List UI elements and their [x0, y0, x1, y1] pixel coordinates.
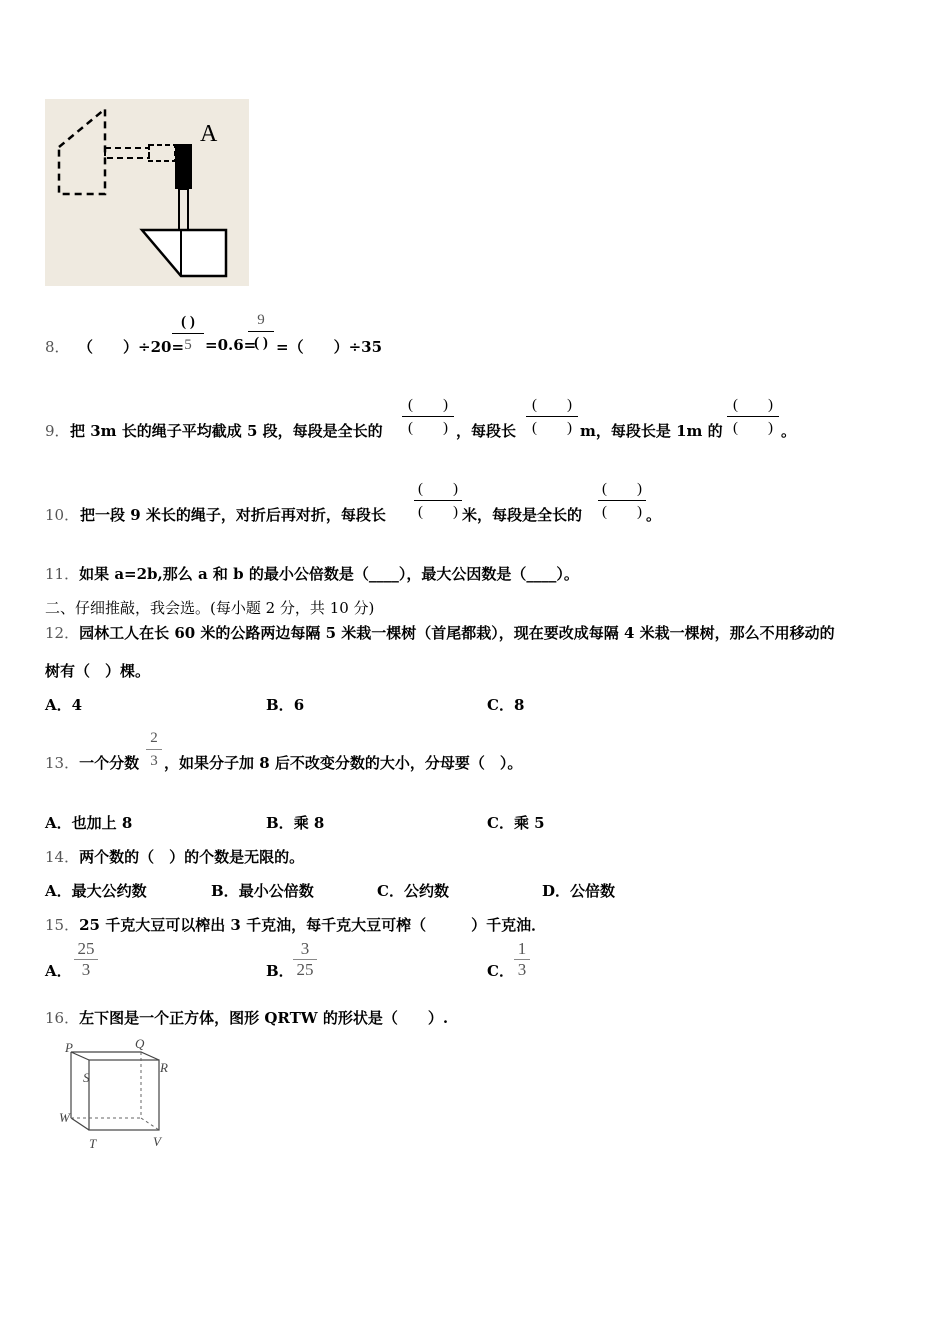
q13-fraction	[146, 728, 162, 771]
option-key: A．	[45, 814, 72, 832]
question-14-number: 14．	[45, 848, 80, 866]
question-14-text: 两个数的（ ）的个数是无限的。	[79, 848, 305, 866]
blank-numerator: ( )	[602, 481, 642, 497]
q8-fraction-2	[248, 310, 274, 353]
option-value: 乘 8	[293, 814, 325, 832]
cube-figure-svg	[55, 1036, 185, 1154]
question-11-text: 如果 a=2b,那么 a 和 b 的最小公倍数是（____），最大公因数是（____）。	[79, 565, 579, 583]
option-key: C．	[377, 882, 404, 900]
q13-option-b[interactable]	[266, 812, 324, 833]
pole-shaft	[179, 189, 188, 231]
option-value: 8	[513, 696, 525, 714]
question-15	[45, 914, 546, 935]
q9-part2: ，每段长	[456, 422, 517, 440]
q14-option-d[interactable]	[542, 880, 615, 901]
q13-fraction-denominator: 3	[150, 753, 158, 769]
cube-top-edges	[71, 1052, 159, 1060]
q9-part4: 。	[781, 422, 797, 440]
cube-front-face	[89, 1060, 159, 1130]
option-key: B．	[266, 962, 294, 980]
q13-option-c[interactable]	[487, 812, 545, 833]
q13-option-a[interactable]	[45, 812, 132, 833]
fraction-bar	[172, 333, 204, 334]
q8-fraction-1-denominator: 5	[184, 337, 192, 353]
fraction-denominator: 25	[296, 960, 314, 979]
q10-part3: 。	[646, 506, 662, 524]
blank-numerator: ( )	[733, 397, 773, 413]
question-15-number: 15．	[45, 916, 80, 934]
q15-option-c-fraction	[514, 940, 530, 979]
cube-label-r: R	[160, 1060, 168, 1075]
blank-denominator: ( )	[418, 504, 458, 520]
option-value: 公倍数	[570, 882, 616, 900]
cube-figure	[55, 1036, 185, 1154]
question-13-number: 13．	[45, 754, 80, 772]
fraction-bar	[598, 500, 646, 501]
option-value: 乘 5	[513, 814, 545, 832]
option-key: C．	[487, 814, 514, 832]
option-value: 公约数	[403, 882, 449, 900]
option-key: B．	[266, 814, 294, 832]
q9-blank-fraction-3	[727, 395, 779, 438]
question-10-number: 10．	[45, 506, 80, 524]
question-16-text: 左下图是一个正方体，图形 QRTW 的形状是（ ）.	[79, 1009, 449, 1027]
q9-part1: 把 3m 长的绳子平均截成 5 段，每段是全长的	[70, 422, 383, 440]
option-key: A．	[45, 882, 72, 900]
fraction-denominator: 3	[517, 960, 527, 979]
fraction-bar	[727, 416, 779, 417]
fraction-numerator: 3	[300, 939, 310, 958]
q15-option-b[interactable]	[266, 960, 294, 981]
blank-denominator: ( )	[733, 420, 773, 436]
q15-option-a-fraction	[74, 940, 98, 979]
cube-label-v: V	[153, 1134, 161, 1149]
q13-part1: 一个分数	[79, 754, 140, 772]
blank-numerator: ( )	[532, 397, 572, 413]
question-16-number: 16．	[45, 1009, 80, 1027]
fraction-bar	[146, 749, 162, 750]
fraction-numerator: 25	[77, 939, 95, 958]
section-2-title: 二、仔细推敲，我会选。(每小题 2 分，共 10 分)	[45, 599, 375, 617]
q8-part1: （ ）÷20=	[78, 338, 185, 356]
question-8-number: 8．	[45, 338, 70, 356]
question-11-number: 11．	[45, 565, 80, 583]
cube-hidden-depth-edge	[141, 1118, 159, 1130]
question-8	[45, 336, 70, 357]
q8-fraction-2-denominator: ( )	[254, 335, 268, 351]
dashed-flag-left	[59, 109, 105, 194]
option-key: B．	[266, 696, 294, 714]
option-value: 6	[293, 696, 305, 714]
q12-option-a[interactable]	[45, 694, 82, 715]
q15-option-a[interactable]	[45, 960, 72, 981]
question-9-number: 9．	[45, 422, 70, 440]
q13-fraction-numerator: 2	[150, 730, 158, 746]
blank-denominator: ( )	[602, 504, 642, 520]
option-value: 最小公倍数	[238, 882, 314, 900]
question-11	[45, 563, 579, 584]
fraction-bar	[402, 416, 454, 417]
q13-part2: ，如果分子加 8 后不改变分数的大小，分母要（ ）。	[164, 754, 523, 772]
question-12	[45, 622, 835, 643]
rotation-figure-svg	[45, 99, 249, 286]
option-key: C．	[487, 962, 514, 980]
fraction-bar	[414, 500, 462, 501]
dashed-pole-end	[149, 145, 175, 161]
q12-option-b[interactable]	[266, 694, 304, 715]
option-key: A．	[45, 696, 72, 714]
question-10	[45, 504, 79, 525]
q10-blank-fraction-2	[598, 479, 646, 522]
blank-denominator: ( )	[532, 420, 572, 436]
question-12-number: 12．	[45, 624, 80, 642]
blank-numerator: ( )	[408, 397, 448, 413]
fraction-numerator: 1	[517, 939, 527, 958]
option-value: 也加上 8	[71, 814, 133, 832]
question-13	[45, 752, 139, 773]
option-key: B．	[211, 882, 239, 900]
q15-option-b-fraction	[293, 940, 317, 979]
q14-option-c[interactable]	[377, 880, 449, 901]
cube-label-s: S	[83, 1070, 90, 1085]
fraction-bar	[248, 331, 274, 332]
question-15-text: 25 千克大豆可以榨出 3 千克油，每千克大豆可榨（ ）千克油．	[79, 916, 547, 934]
q14-option-a[interactable]	[45, 880, 147, 901]
dashed-pole-horizontal	[105, 148, 149, 158]
q14-option-b[interactable]	[211, 880, 314, 901]
cube-label-q: Q	[135, 1036, 145, 1051]
q8-part3: =（ ）÷35	[276, 338, 383, 356]
option-value: 4	[71, 696, 83, 714]
q9-blank-fraction-2	[526, 395, 578, 438]
option-value: 最大公约数	[71, 882, 147, 900]
q12-option-c[interactable]	[487, 694, 524, 715]
q8-fraction-2-numerator: 9	[257, 312, 265, 328]
question-14	[45, 846, 304, 867]
cube-bottom-left-edge	[71, 1118, 89, 1130]
q10-part2: 米，每段是全长的	[462, 506, 583, 524]
rotation-figure	[45, 99, 249, 286]
q9-part3: m，每段长是 1m 的	[580, 422, 723, 440]
blank-numerator: ( )	[418, 481, 458, 497]
flag-solid	[142, 230, 226, 276]
question-12-line2: 树有（ ）棵。	[45, 662, 151, 680]
q9-blank-fraction-1	[402, 395, 454, 438]
cube-label-t: T	[89, 1136, 97, 1151]
option-key: D．	[542, 882, 571, 900]
q8-part2: =0.6=	[205, 336, 257, 354]
question-16	[45, 1007, 448, 1028]
blank-denominator: ( )	[408, 420, 448, 436]
q8-fraction-1-numerator: ( )	[181, 314, 195, 330]
point-label-a: A	[200, 121, 218, 147]
question-12-line1: 园林工人在长 60 米的公路两边每隔 5 米栽一棵树（首尾都栽），现在要改成每隔 4 米栽一棵树，那么不用移动的	[79, 624, 835, 642]
q10-blank-fraction-1	[414, 479, 462, 522]
pole-top-black	[175, 144, 192, 189]
cube-label-p: P	[65, 1040, 73, 1055]
question-9	[45, 420, 70, 441]
q8-fraction-1	[172, 312, 204, 355]
cube-label-w: W	[59, 1110, 70, 1125]
fraction-bar	[526, 416, 578, 417]
option-key: A．	[45, 962, 72, 980]
q15-option-c[interactable]	[487, 960, 514, 981]
fraction-denominator: 3	[81, 960, 91, 979]
q10-part1: 把一段 9 米长的绳子，对折后再对折，每段长	[80, 506, 386, 524]
option-key: C．	[487, 696, 514, 714]
